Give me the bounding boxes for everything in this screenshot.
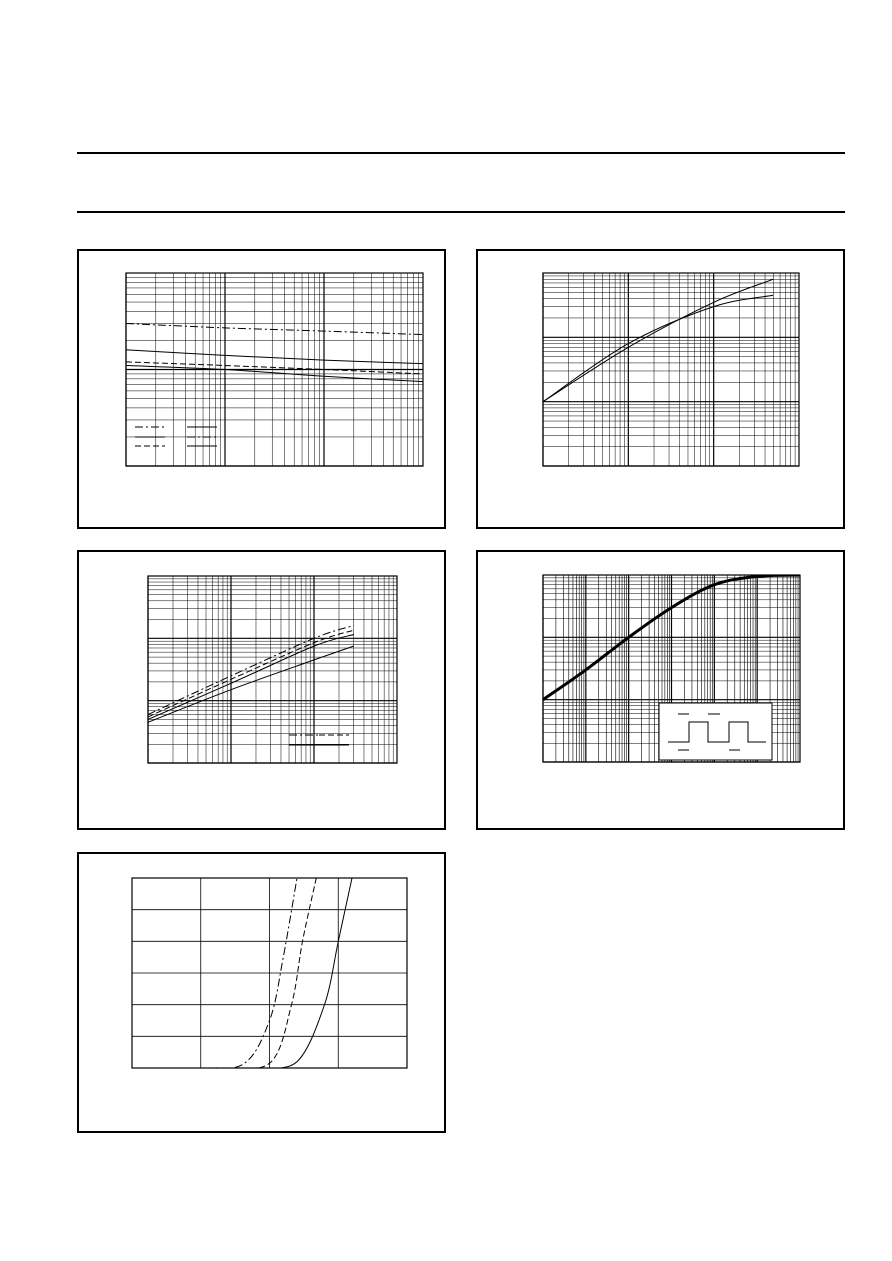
series-line-1	[187, 878, 297, 1069]
figure-panel-5	[77, 852, 446, 1133]
series-line-4	[148, 646, 354, 722]
header-rule-top	[77, 152, 845, 154]
plot-frame	[148, 576, 397, 763]
series-line-2	[215, 878, 317, 1069]
plot-frame	[543, 273, 799, 466]
figure-5-chart	[79, 854, 444, 1131]
figure-4-chart	[478, 552, 843, 828]
series-line-2	[543, 295, 773, 401]
header-rule-bottom	[77, 211, 845, 213]
series-line-1	[126, 324, 423, 335]
figure-panel-1	[77, 249, 446, 529]
series-line-2	[126, 350, 423, 364]
inset-box	[659, 703, 772, 760]
figure-panel-3	[77, 550, 446, 830]
figure-1-chart	[79, 251, 444, 527]
figure-panel-2	[476, 249, 845, 529]
series-line-3	[126, 362, 423, 374]
figure-3-chart	[79, 552, 444, 828]
figure-panel-4	[476, 550, 845, 830]
figure-2-chart	[478, 251, 843, 527]
